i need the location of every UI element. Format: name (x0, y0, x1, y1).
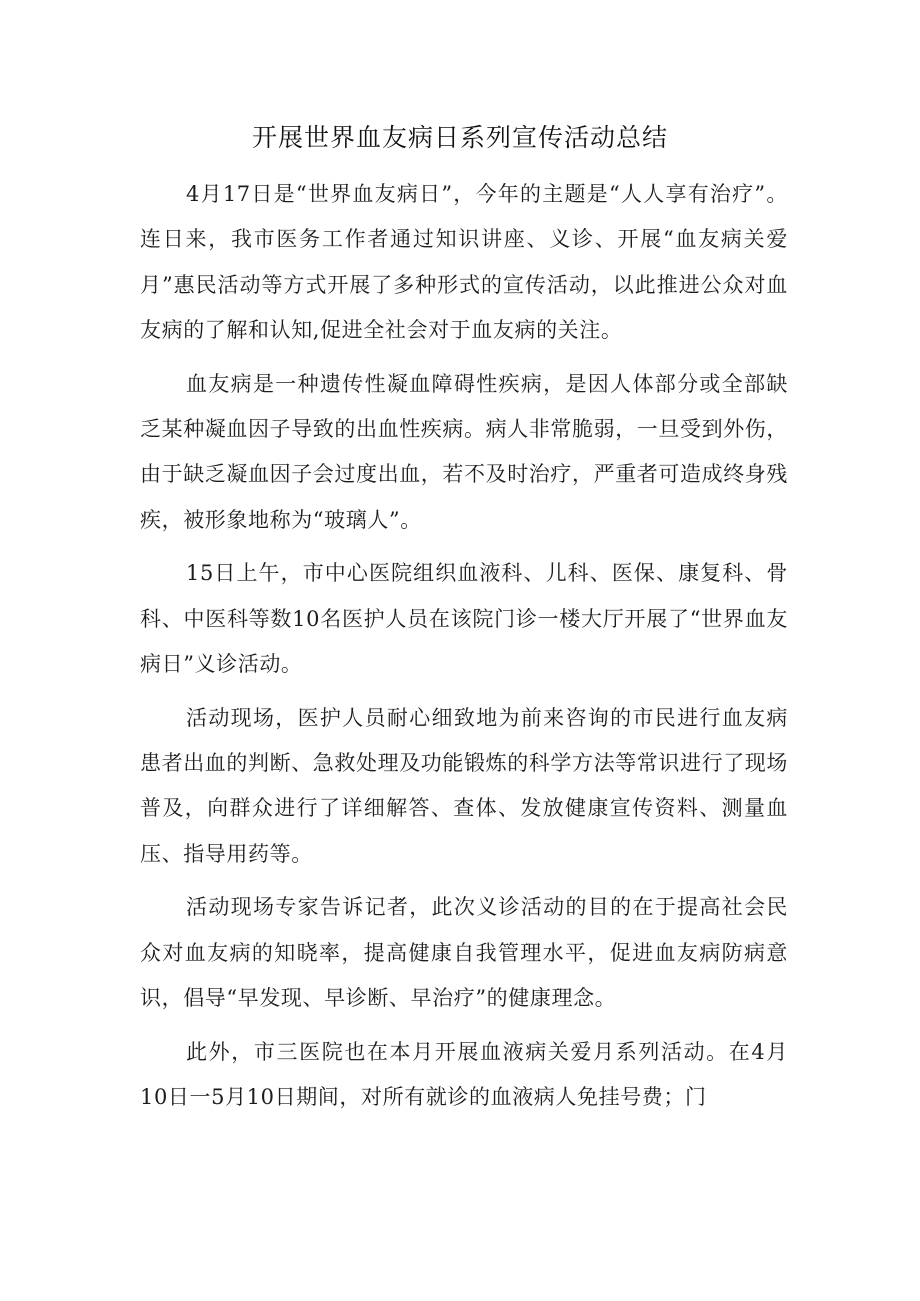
document-title: 开展世界血友病日系列宣传活动总结 (251, 123, 668, 152)
paragraph-1: 4月17日是“世界血友病日”，今年的主题是“人人享有治疗”。连日来，我市医务工作者通过知识讲座、义诊、开展“血友病关爱月”惠民活动等方式开展了多种形式的宣传活动，以此推进公众对血友病的了解和认知,促进全社会对于血友病的关注。 (140, 182, 788, 342)
document-body (140, 172, 788, 1129)
paragraph-2: 血友病是一种遗传性凝血障碍性疾病，是因人体部分或全部缺乏某种凝血因子导致的出血性疾病。病人非常脆弱，一旦受到外伤，由于缺乏凝血因子会过度出血，若不及时治疗，严重者可造成终身残疾，被形象地称为“玻璃人”。 (140, 371, 788, 532)
paragraph-3: 15日上午，市中心医院组织血液科、儿科、医保、康复科、骨科、中医科等数10名医护人员在该院门诊一楼大厅开展了“世界血友病日”义诊活动。 (140, 561, 788, 676)
paragraph-5: 活动现场专家告诉记者，此次义诊活动的目的在于提高社会民众对血友病的知晓率，提高健康自我管理水平，促进血友病防病意识，倡导“早发现、早诊断、早治疗”的健康理念。 (140, 895, 788, 1011)
paragraph-4: 活动现场，医护人员耐心细致地为前来咨询的市民进行血友病患者出血的判断、急救处理及功能锻炼的科学方法等常识进行了现场普及，向群众进行了详细解答、查体、发放健康宣传资料、测量血压、指导用药等。 (140, 705, 788, 866)
paragraph-6: 此外，市三医院也在本月开展血液病关爱月系列活动。在4月10日一5月10日期间，对所有就诊的血液病人免挂号费；门 (140, 1039, 788, 1110)
